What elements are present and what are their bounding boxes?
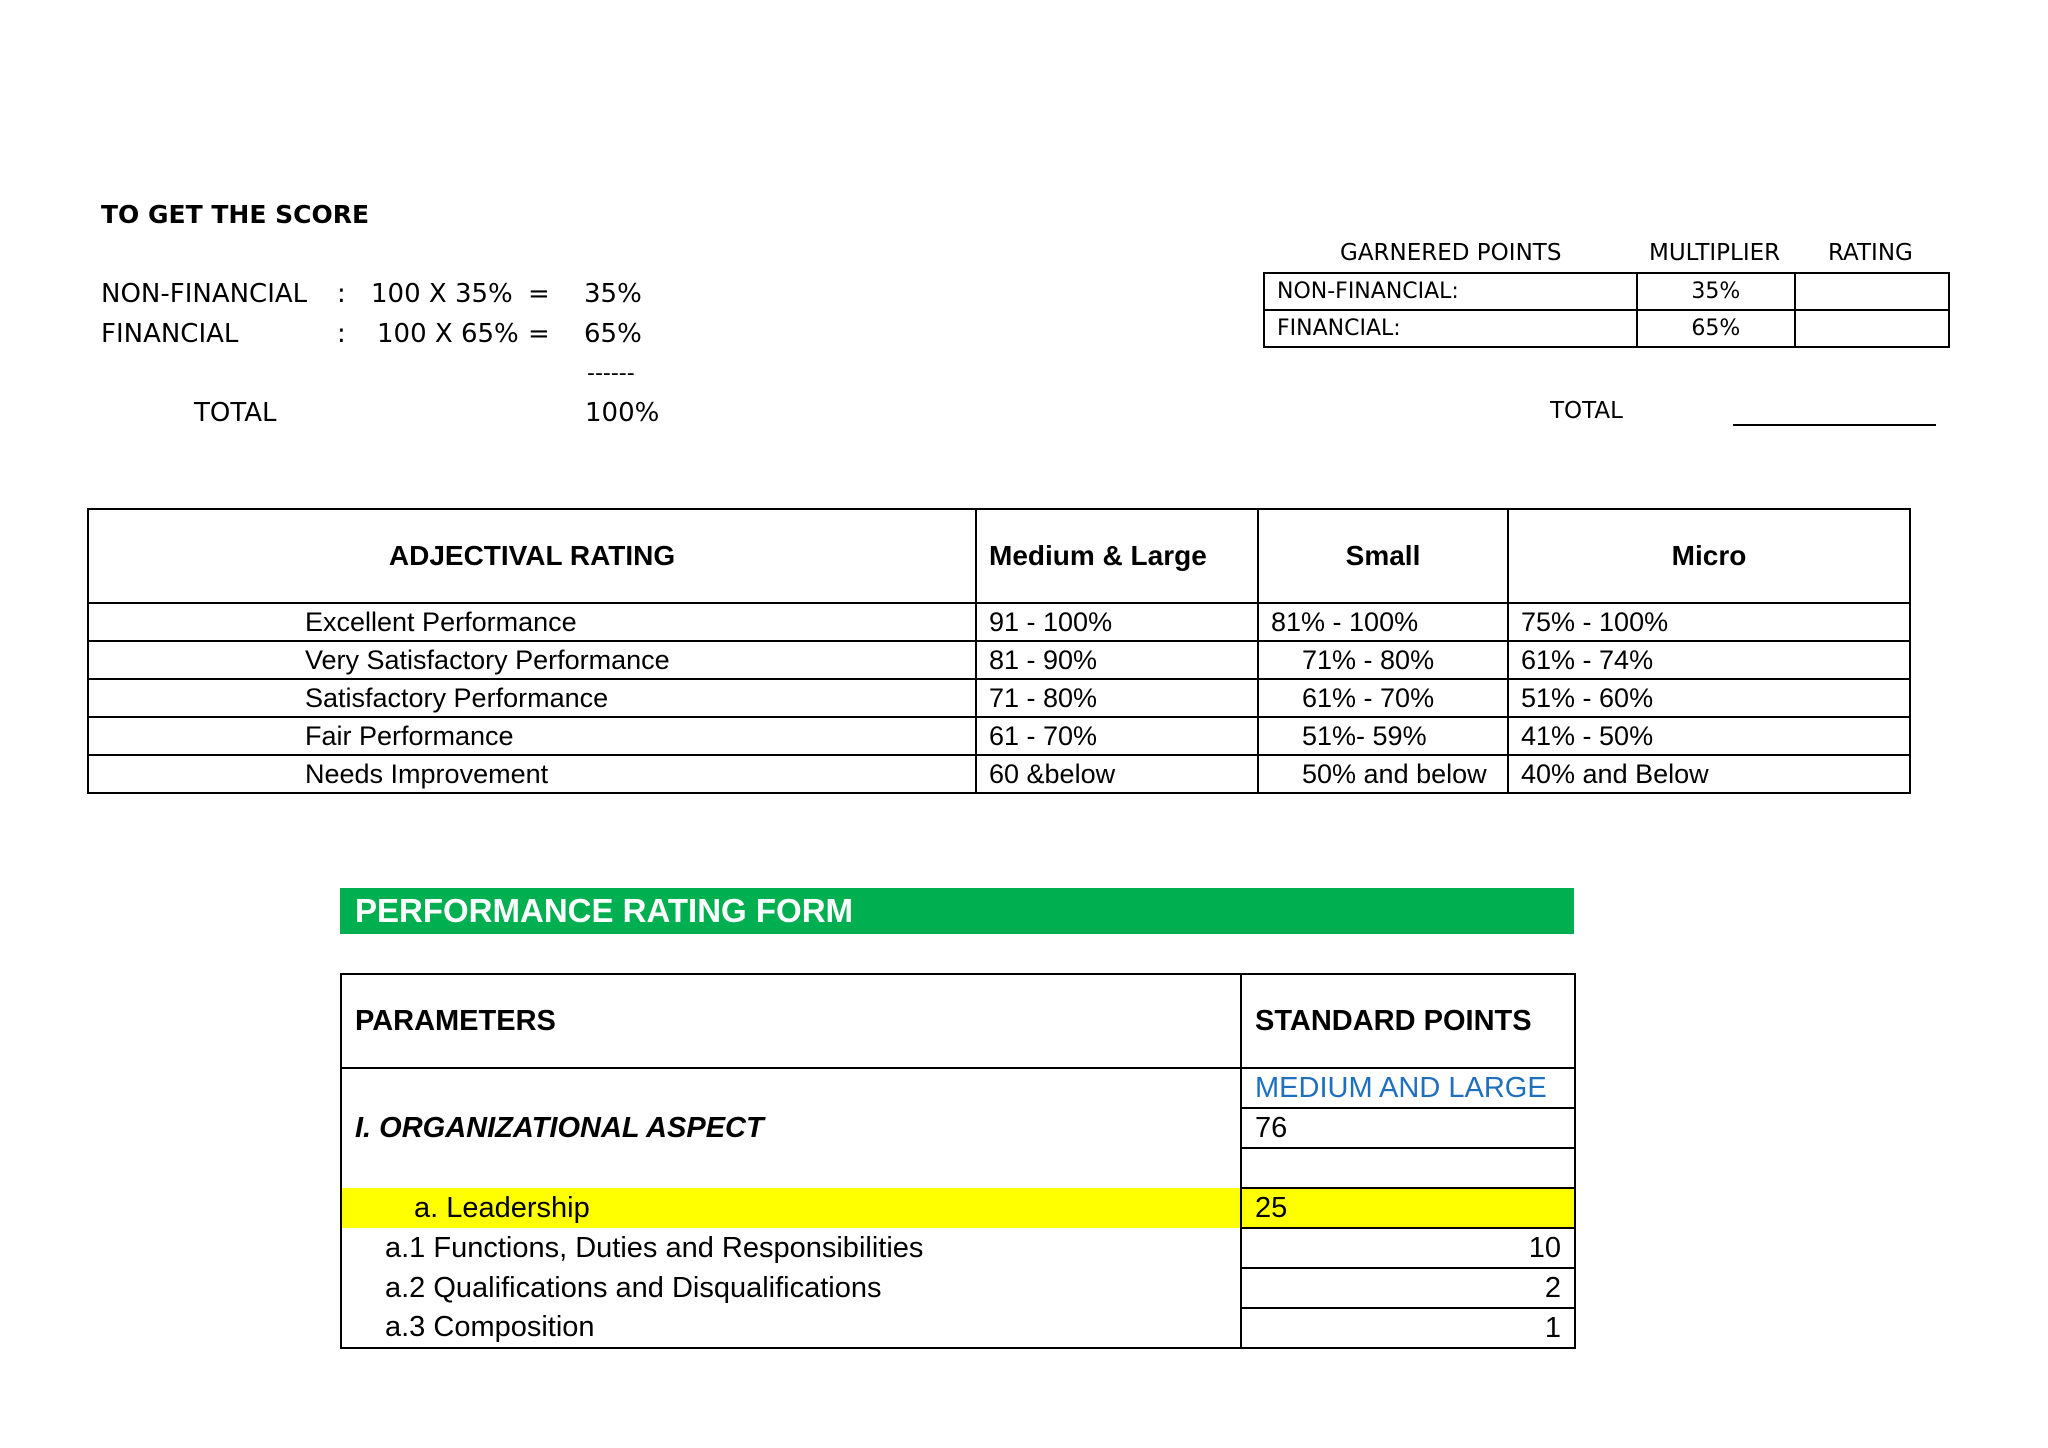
score-formula: 100 X 35% <box>371 279 513 309</box>
medium-large-range: 61 - 70% <box>976 717 1258 755</box>
table-row <box>341 1068 1575 1108</box>
form-title-bar <box>340 888 1574 934</box>
score-sep: : <box>337 319 346 349</box>
adjectival-table <box>87 508 1911 794</box>
small-range: 71% - 80% <box>1258 641 1508 679</box>
table-row <box>88 679 1910 717</box>
score-total-label: TOTAL <box>194 398 277 428</box>
small-range: 61% - 70% <box>1258 679 1508 717</box>
medium-large-range: 91 - 100% <box>976 603 1258 641</box>
table-row <box>88 717 1910 755</box>
table-row <box>341 1268 1575 1308</box>
section-points: 76 <box>1241 1108 1575 1148</box>
garnered-label: NON-FINANCIAL: <box>1264 273 1637 310</box>
micro-range: 40% and Below <box>1508 755 1910 793</box>
table-header-row <box>88 509 1910 603</box>
score-sep: : <box>337 279 346 309</box>
garnered-table <box>1263 272 1950 348</box>
micro-range: 41% - 50% <box>1508 717 1910 755</box>
score-eq: = <box>528 319 550 349</box>
score-title: TO GET THE SCORE <box>101 200 370 229</box>
item-name: a.2 Qualifications and Disqualifications <box>341 1268 1241 1308</box>
garnered-multiplier: 35% <box>1637 273 1795 310</box>
garnered-label: FINANCIAL: <box>1264 310 1637 347</box>
garnered-header-rating: RATING <box>1828 240 1913 266</box>
medium-large-range: 71 - 80% <box>976 679 1258 717</box>
table-row <box>341 1308 1575 1348</box>
rating-label: Needs Improvement <box>88 755 976 793</box>
form-title: PERFORMANCE RATING FORM <box>355 892 854 929</box>
garnered-total-label: TOTAL <box>1550 398 1623 424</box>
rating-label: Satisfactory Performance <box>88 679 976 717</box>
item-name: a.3 Composition <box>341 1308 1241 1348</box>
leadership-points: 25 <box>1241 1188 1575 1228</box>
item-points: 1 <box>1241 1308 1575 1348</box>
small-range: 51%- 59% <box>1258 717 1508 755</box>
medium-large-range: 81 - 90% <box>976 641 1258 679</box>
item-points: 10 <box>1241 1228 1575 1268</box>
table-row <box>88 603 1910 641</box>
table-row <box>1264 273 1949 310</box>
micro-range: 75% - 100% <box>1508 603 1910 641</box>
blank-points-cell <box>1241 1148 1575 1188</box>
leadership-name: a. Leadership <box>341 1188 1241 1228</box>
standard-points-header: STANDARD POINTS <box>1241 974 1575 1068</box>
adjectival-header: ADJECTIVAL RATING <box>88 509 976 603</box>
small-header: Small <box>1258 509 1508 603</box>
table-row <box>1264 310 1949 347</box>
score-dashes: ------ <box>587 361 635 386</box>
table-row <box>88 641 1910 679</box>
score-label: NON-FINANCIAL <box>101 279 308 309</box>
size-label: MEDIUM AND LARGE <box>1241 1068 1575 1108</box>
micro-range: 51% - 60% <box>1508 679 1910 717</box>
item-name: a.1 Functions, Duties and Responsibilities <box>341 1228 1241 1268</box>
score-result: 65% <box>584 319 642 349</box>
score-formula: 100 X 65% <box>377 319 519 349</box>
parameters-table <box>340 973 1576 1349</box>
medium-large-range: 60 &below <box>976 755 1258 793</box>
micro-header: Micro <box>1508 509 1910 603</box>
small-range: 50% and below <box>1258 755 1508 793</box>
score-label: FINANCIAL <box>101 319 239 349</box>
score-total-value: 100% <box>585 398 660 428</box>
garnered-header-multiplier: MULTIPLIER <box>1649 240 1781 266</box>
section-name: I. ORGANIZATIONAL ASPECT <box>341 1068 1241 1188</box>
small-range: 81% - 100% <box>1258 603 1508 641</box>
garnered-total-blank[interactable] <box>1733 424 1936 426</box>
garnered-rating-cell[interactable] <box>1795 273 1949 310</box>
table-row <box>341 1188 1575 1228</box>
garnered-header-points: GARNERED POINTS <box>1340 240 1562 266</box>
micro-range: 61% - 74% <box>1508 641 1910 679</box>
medium-large-header: Medium & Large <box>976 509 1258 603</box>
score-result: 35% <box>584 279 642 309</box>
rating-label: Excellent Performance <box>88 603 976 641</box>
table-header-row <box>341 974 1575 1068</box>
item-points: 2 <box>1241 1268 1575 1308</box>
rating-label: Fair Performance <box>88 717 976 755</box>
score-eq: = <box>528 279 550 309</box>
table-row <box>88 755 1910 793</box>
table-row <box>341 1228 1575 1268</box>
garnered-multiplier: 65% <box>1637 310 1795 347</box>
parameters-header: PARAMETERS <box>341 974 1241 1068</box>
garnered-rating-cell[interactable] <box>1795 310 1949 347</box>
rating-label: Very Satisfactory Performance <box>88 641 976 679</box>
